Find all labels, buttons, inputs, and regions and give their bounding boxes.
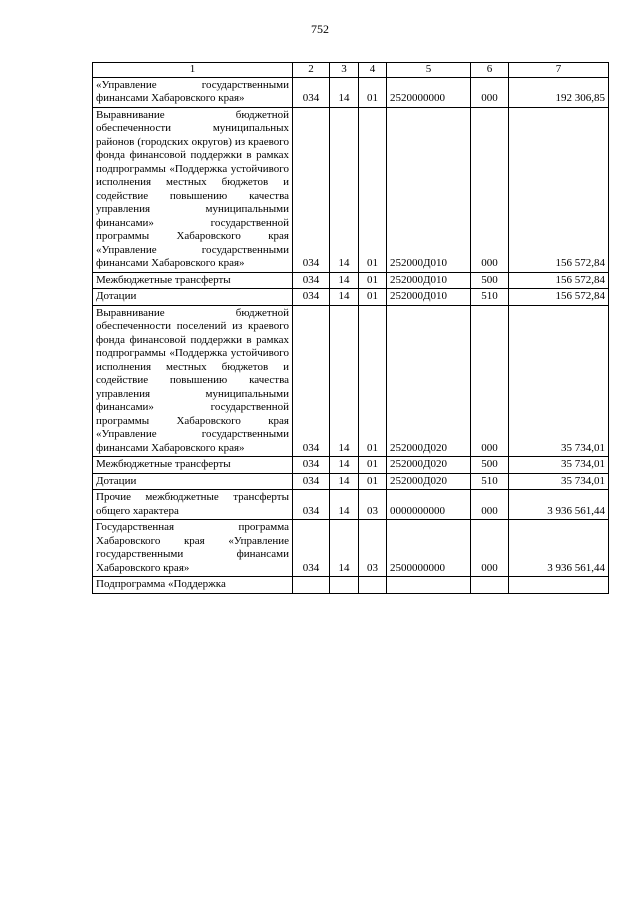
row-name-cell: Дотации	[93, 473, 293, 490]
row-name-cell: Межбюджетные трансферты	[93, 272, 293, 289]
header-row	[93, 63, 609, 78]
expense-type-cell	[471, 577, 509, 594]
subsection-code-cell	[359, 577, 387, 594]
target-code-cell: 252000Д010	[387, 272, 471, 289]
table-row	[93, 107, 609, 272]
table-row	[93, 77, 609, 107]
section-code-cell: 14	[330, 490, 359, 520]
amount-cell: 35 734,01	[509, 457, 609, 474]
expense-type-cell: 500	[471, 457, 509, 474]
ministry-code-cell: 034	[293, 272, 330, 289]
amount-cell: 156 572,84	[509, 272, 609, 289]
expense-type-cell: 510	[471, 289, 509, 306]
row-name-cell: Государственная программа Хабаровского края «Управление государственными финансами Хабаровского края»	[93, 520, 293, 577]
budget-table	[92, 62, 609, 594]
row-name-cell: Подпрограмма «Поддержка	[93, 577, 293, 594]
expense-type-cell: 000	[471, 520, 509, 577]
table-row	[93, 305, 609, 457]
table-row	[93, 457, 609, 474]
ministry-code-cell: 034	[293, 77, 330, 107]
row-name-cell: Прочие межбюджетные трансферты общего характера	[93, 490, 293, 520]
target-code-cell: 2520000000	[387, 77, 471, 107]
target-code-cell: 252000Д020	[387, 473, 471, 490]
section-code-cell: 14	[330, 473, 359, 490]
header-cell: 1	[93, 63, 293, 78]
section-code-cell: 14	[330, 272, 359, 289]
expense-type-cell: 000	[471, 305, 509, 457]
ministry-code-cell: 034	[293, 457, 330, 474]
subsection-code-cell: 01	[359, 305, 387, 457]
section-code-cell: 14	[330, 520, 359, 577]
amount-cell: 156 572,84	[509, 107, 609, 272]
amount-cell: 192 306,85	[509, 77, 609, 107]
expense-type-cell: 000	[471, 77, 509, 107]
subsection-code-cell: 01	[359, 107, 387, 272]
amount-cell: 35 734,01	[509, 473, 609, 490]
subsection-code-cell: 01	[359, 272, 387, 289]
section-code-cell: 14	[330, 77, 359, 107]
header-cell: 2	[293, 63, 330, 78]
amount-cell: 3 936 561,44	[509, 520, 609, 577]
header-cell: 7	[509, 63, 609, 78]
expense-type-cell: 000	[471, 490, 509, 520]
header-cell: 6	[471, 63, 509, 78]
table-row	[93, 577, 609, 594]
subsection-code-cell: 01	[359, 289, 387, 306]
amount-cell	[509, 577, 609, 594]
expense-type-cell: 510	[471, 473, 509, 490]
target-code-cell: 252000Д010	[387, 289, 471, 306]
subsection-code-cell: 01	[359, 457, 387, 474]
page-number: 752	[311, 22, 329, 36]
section-code-cell: 14	[330, 457, 359, 474]
amount-cell: 35 734,01	[509, 305, 609, 457]
table-row	[93, 490, 609, 520]
section-code-cell: 14	[330, 289, 359, 306]
ministry-code-cell: 034	[293, 473, 330, 490]
subsection-code-cell: 01	[359, 77, 387, 107]
row-name-cell: Выравнивание бюджетной обеспеченности поселений из краевого фонда финансовой поддержки в рамках подпрограммы «Поддержка устойчивого исполнения местных бюджетов и содействие повышению качества управления муниципальными финансами» государственной программы Хабаровского края «Управление государственными финансами Хабаровского края»	[93, 305, 293, 457]
ministry-code-cell: 034	[293, 107, 330, 272]
ministry-code-cell: 034	[293, 305, 330, 457]
target-code-cell: 2500000000	[387, 520, 471, 577]
target-code-cell: 252000Д020	[387, 305, 471, 457]
ministry-code-cell	[293, 577, 330, 594]
amount-cell: 156 572,84	[509, 289, 609, 306]
table-row	[93, 520, 609, 577]
row-name-cell: «Управление государственными финансами Хабаровского края»	[93, 77, 293, 107]
table-row	[93, 473, 609, 490]
subsection-code-cell: 01	[359, 473, 387, 490]
row-name-cell: Межбюджетные трансферты	[93, 457, 293, 474]
section-code-cell	[330, 577, 359, 594]
section-code-cell: 14	[330, 305, 359, 457]
ministry-code-cell: 034	[293, 490, 330, 520]
target-code-cell: 252000Д020	[387, 457, 471, 474]
subsection-code-cell: 03	[359, 520, 387, 577]
target-code-cell: 0000000000	[387, 490, 471, 520]
row-name-cell: Выравнивание бюджетной обеспеченности муниципальных районов (городских округов) из краевого фонда финансовой поддержки в рамках подпрограммы «Поддержка устойчивого исполнения местных бюджетов и содействие повышению качества управления муниципальными финансами» государственной программы Хабаровского края «Управление государственными финансами Хабаровского края»	[93, 107, 293, 272]
target-code-cell	[387, 577, 471, 594]
amount-cell: 3 936 561,44	[509, 490, 609, 520]
expense-type-cell: 500	[471, 272, 509, 289]
subsection-code-cell: 03	[359, 490, 387, 520]
row-name-cell: Дотации	[93, 289, 293, 306]
section-code-cell: 14	[330, 107, 359, 272]
ministry-code-cell: 034	[293, 289, 330, 306]
header-cell: 5	[387, 63, 471, 78]
ministry-code-cell: 034	[293, 520, 330, 577]
table-row	[93, 289, 609, 306]
target-code-cell: 252000Д010	[387, 107, 471, 272]
header-cell: 4	[359, 63, 387, 78]
header-cell: 3	[330, 63, 359, 78]
expense-type-cell: 000	[471, 107, 509, 272]
table-row	[93, 272, 609, 289]
